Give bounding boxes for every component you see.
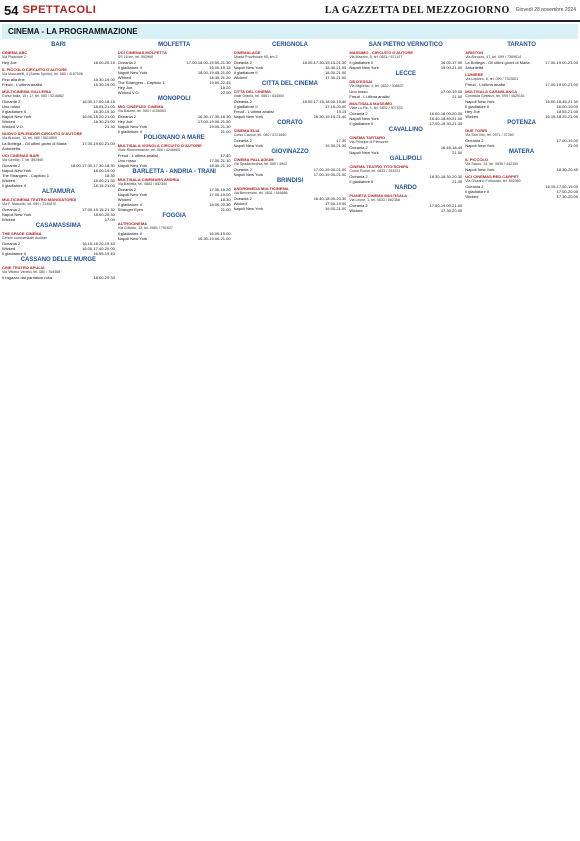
film-title: Napoli New York — [117, 192, 148, 197]
film-title: Napoli New York — [2, 114, 32, 119]
cinema-name: CINEMA ELIA — [233, 128, 260, 133]
film-title: Il gladiatore II — [233, 104, 258, 109]
showtimes: 19.00-21.30 — [209, 124, 231, 129]
showtimes: 18.00-17.30-19.15-21.30 — [302, 60, 347, 65]
showtimes: 16.15-17.00-19.00 — [545, 184, 578, 189]
film-title: Wicked — [2, 178, 16, 183]
cinema-address: SS 16 km, tel. 892960 — [117, 55, 154, 59]
showtimes: 18.00-19.00 — [93, 168, 115, 173]
showtimes: 16.00-19.15 — [209, 65, 231, 70]
film-row — [349, 150, 462, 155]
showtimes: 21.00 — [567, 143, 578, 148]
film-title: Uno rosso — [117, 158, 137, 163]
film-row — [2, 251, 115, 256]
film-title: La Bottega - Gli ultimi giorni di Maria Antonietta — [465, 60, 530, 70]
showtimes: 17.00-18.00-19.50-21.30 — [186, 60, 231, 65]
showtimes: 18.00-19.45-21.00 — [197, 70, 231, 75]
film-title: Wicked V.O. — [117, 90, 140, 95]
film-row — [234, 75, 347, 80]
cinema-address: Viale Lo Re, 1, tel. 0832 / 307433 — [349, 106, 403, 110]
showtimes: 19.50-22.45 — [209, 80, 231, 85]
showtimes: 16.30-19.15-21.40 — [313, 114, 347, 119]
showtimes: 18.00-20.30 — [93, 212, 115, 217]
section-title: SPETTACOLI — [22, 4, 97, 16]
showtimes: 17.00-19.00-21.00 — [313, 172, 347, 177]
showtimes: 16.40-18.40-21.00 — [429, 116, 463, 121]
city-heading: BARI — [51, 42, 66, 48]
showtimes: 18.40-21.05 — [325, 65, 347, 70]
showtimes: 18.30 — [220, 197, 231, 202]
cinema-address: Corso Italia, 15 / 17, tel. 080 / 5216882 — [2, 94, 64, 98]
film-title: Wicked — [233, 201, 247, 206]
showtimes: 17.00-19.00-21.00 — [313, 167, 347, 172]
cinema-name: CINE TEATRO APULIA — [2, 265, 45, 270]
film-title: Il gladiatore II — [117, 129, 142, 134]
film-row — [349, 179, 462, 184]
cinema-name: ALTROCINEMA — [117, 221, 148, 226]
cinema-address: Strada Provinciale 95, km 2 — [233, 55, 278, 59]
issue-date: Giovedì 28 novembre 2024 — [515, 7, 576, 13]
city-heading: MOLFETTA — [158, 42, 191, 48]
showtimes: 18.00-17.00-17.30-18.30 — [70, 163, 115, 168]
film-title: Oceania 2 — [349, 145, 368, 150]
film-title: Freud - L'ultima analisi — [349, 94, 390, 99]
city-heading: MATERA — [508, 149, 535, 155]
showtimes: 21.00 — [220, 129, 231, 134]
showtimes: 16.00-19.00 — [556, 104, 578, 109]
film-title: Oceania 2 — [2, 207, 21, 212]
film-title: Napoli New York — [349, 116, 379, 121]
programmazione-banner: CINEMA - LA PROGRAMMAZIONE — [2, 24, 578, 39]
film-title: The Strangers - Capitolo 1 — [117, 80, 165, 85]
cinema-name: CITTA DEL CINEMA — [233, 89, 271, 94]
film-title: Napoli New York — [2, 212, 32, 217]
cinema-address: Contrada Girifalco, tel. 099 / 4529161 — [465, 94, 525, 98]
film-title: Oceania 2 — [349, 174, 368, 179]
city-heading: BARLETTA - ANDRIA - TRANI — [132, 169, 216, 175]
showtimes: 16.30-19.30 — [93, 109, 115, 114]
city-heading: FOGGIA — [162, 213, 187, 219]
showtimes: 19.15 — [336, 109, 347, 114]
showtimes: 19.00-21.00 — [325, 206, 347, 211]
film-title: Napoli New York — [233, 114, 263, 119]
showtimes: 17.00-19.30-21.30 — [429, 121, 463, 126]
cinema-name: UCI CINEMAS MOLFETTA — [117, 50, 167, 55]
showtimes: 17.00-19.00-21.00 — [545, 60, 578, 65]
showtimes: 16.30-18.30-20.30 — [429, 174, 463, 179]
cinema-address: Viale Rimembranze, tel. 080 / 4248683 — [117, 148, 180, 152]
film-title: Il gladiatore II — [233, 70, 258, 75]
film-title: Stranger Eyes — [117, 207, 144, 212]
cinema-name: CINEMA TARTARO — [349, 135, 386, 140]
showtimes: 16.45-18.40 — [440, 145, 463, 150]
film-title: Wicked — [465, 114, 479, 119]
newspaper-name: LA GAZZETTA DEL MEZZOGIORNO — [324, 4, 510, 16]
cinema-name: MASSIMO - CIRCUITO D'AUTORE — [349, 50, 414, 55]
film-row — [118, 163, 231, 168]
cinema-name: MULTISALA MASSIMO — [349, 101, 393, 106]
showtimes: 18.30-21.10 — [209, 163, 231, 168]
header-right — [325, 5, 576, 16]
showtimes: 17.00-21.10 — [209, 158, 231, 163]
city-heading: CERIGNOLA — [271, 42, 308, 48]
film-row — [2, 124, 115, 129]
showtimes: 16.00-17.00-18.15 — [82, 99, 115, 104]
city-heading: LECCE — [395, 71, 416, 77]
film-title: Wicked V.O. — [2, 124, 24, 129]
film-title: Oceania 2 — [349, 111, 368, 116]
film-title: Napoli New York — [2, 168, 32, 173]
cinema-address: Via Lecce, 1, tel. 0833 / 562368 — [349, 198, 400, 202]
showtimes: 16.00-17.40-20.00 — [82, 246, 115, 251]
film-title: The Strangers - Capitolo 1 — [2, 173, 49, 178]
film-title: Hey Joe — [117, 85, 133, 90]
film-title: Uno rosso — [2, 104, 21, 109]
film-title: Napoli New York — [233, 143, 263, 148]
film-title: Hey Joe — [465, 109, 480, 114]
showtimes: 16.00-21.30 — [93, 178, 115, 183]
showtimes: 18.30 — [104, 173, 115, 178]
film-row — [2, 82, 115, 87]
film-row — [465, 143, 578, 148]
film-title: Il gladiatore II — [117, 202, 142, 207]
film-title: Uno rosso — [349, 89, 368, 94]
film-title: Freud - L'ultima analisi — [2, 82, 43, 87]
film-title: Hey Joe — [117, 119, 133, 124]
city-heading: POLIGNANO A MARE — [143, 135, 205, 141]
film-title: Oceania 2 — [233, 99, 252, 104]
cinema-name: MIO CINEPLEX CINEMA — [117, 104, 164, 109]
showtimes: 18.00-20.30 — [93, 275, 115, 280]
cinema-address: Via Miglietta, 4, tel. 0832 / 308837 — [349, 84, 404, 88]
film-title: Il gladiatore II — [2, 109, 27, 114]
showtimes: 16.00-18.00-20.00 — [429, 111, 463, 116]
cinema-address: Via Moscatelli, 4 (Santo Spirito), tel. 080 / 4157008 — [2, 72, 83, 76]
showtimes: 21.30 — [104, 124, 115, 129]
showtimes: 17.30-19.20 — [209, 187, 231, 192]
film-title: Il gladiatore II — [349, 60, 374, 65]
cinema-name: CINEMALAGE — [233, 50, 261, 55]
film-title: Napoli New York — [117, 163, 148, 168]
columns-container — [0, 41, 580, 841]
cinema-name: DB D'ESSAI — [349, 79, 373, 84]
film-title: Napoli New York — [117, 236, 148, 241]
film-title: Napoli New York — [233, 172, 263, 177]
showtimes: 16.40-18.00-20.30 — [313, 196, 347, 201]
showtimes: 16.15-18.25-21.00 — [545, 114, 578, 119]
cinema-name: MULTISALA CINEMARS ANDRIA — [117, 177, 180, 182]
film-title: Oceania 2 — [233, 60, 252, 65]
film-row — [118, 129, 231, 134]
cinema-address: Via Lopizzo, 6, tel. 099 / 7323821 — [465, 77, 519, 81]
film-title: La Bottega - Gli ultimi giorni di Maria Antonietta — [2, 141, 67, 151]
showtimes: 18.00-20.30 — [209, 202, 231, 207]
cinema-address: Via Giustino Fortunato, tel. 892960 — [465, 179, 521, 183]
city-heading: CAVALLINO — [388, 127, 423, 133]
column-5 — [465, 41, 578, 841]
page-number: 54 — [4, 2, 19, 18]
film-title: Napoli New York — [465, 99, 495, 104]
showtimes: 18.30-21.20 — [209, 75, 231, 80]
city-heading: TARANTO — [507, 42, 536, 48]
showtimes: 17.30-20.00 — [556, 194, 578, 199]
cinema-name: UCI CINEMAS BARI — [2, 153, 40, 158]
film-title: Oceania 2 — [465, 184, 484, 189]
cinema-address: Via San Vito, tel. 0971 / 37260 — [465, 133, 514, 137]
film-row — [234, 114, 347, 119]
showtimes: 18.15-21.00 — [93, 183, 115, 188]
showtimes: 18.20 — [220, 85, 231, 90]
film-title: Napoli New York — [117, 124, 148, 129]
film-row — [2, 217, 115, 222]
showtimes: 16.30-19.00 — [93, 77, 115, 82]
showtimes: 16.30-17.30-18.30 — [197, 114, 231, 119]
film-title: Oceania 2 — [233, 196, 252, 201]
film-row — [118, 236, 231, 241]
showtimes: 16.00-18.45-21.30 — [545, 99, 578, 104]
showtimes: 17.40 — [220, 153, 231, 158]
showtimes: 17.00-19.00 — [209, 192, 231, 197]
showtimes: 17.30-20.00 — [440, 208, 463, 213]
column-3 — [234, 41, 347, 841]
cinema-name: MULTICINEMA TEATRO MANGIATORDI — [2, 197, 77, 202]
cinema-address: Corso Cavour, tel. 080 / 8721640 — [233, 133, 287, 137]
film-row — [465, 194, 578, 199]
film-title: Wicked — [117, 197, 131, 202]
film-title: Oceania 2 — [117, 187, 137, 192]
city-heading: CASSANO DELLE MURGE — [20, 257, 97, 263]
film-title: Il gladiatore II — [2, 183, 27, 188]
cinema-name: CINEMA PALLADIUM — [233, 157, 274, 162]
cinema-address: Via Sacco, 14, tel. 0835 / 442150 — [465, 162, 519, 166]
showtimes: 16.00-18.20-21.00 — [82, 114, 115, 119]
film-row — [2, 141, 115, 151]
showtimes: 21.00 — [220, 207, 231, 212]
showtimes: 17.00-19.00-21.00 — [545, 82, 578, 87]
cinema-address: Via Spadavecchia, tel. 080 / 3942 — [233, 162, 288, 166]
film-title: Il gladiatore II — [2, 251, 27, 256]
showtimes: 17.00-19.00-21.00 — [82, 141, 115, 146]
cinema-name: MULTISALA VIGNOLA CIRCUITO D'AUTORE — [117, 143, 202, 148]
city-heading: NARDO — [394, 185, 417, 191]
showtimes: 16.00-17.15-18.00-19.40 — [302, 99, 347, 104]
city-heading: GIOVINAZZO — [271, 149, 309, 155]
film-title: Napoli New York — [349, 65, 379, 70]
cinema-name: IL PICCOLO CIRCUITO D'AUTORE — [2, 67, 67, 72]
film-title: Il gladiatore II — [117, 231, 142, 236]
showtimes: 17.00-19.00-21.00 — [429, 203, 463, 208]
showtimes: 19.30-21.30 — [325, 143, 347, 148]
column-1 — [2, 41, 115, 841]
film-title: Oceania 2 — [2, 241, 21, 246]
showtimes: 17.00 — [104, 217, 115, 222]
city-heading: POTENZA — [507, 120, 536, 126]
film-title: Wicked — [233, 75, 247, 80]
film-row — [234, 143, 347, 148]
film-row — [2, 60, 115, 65]
cinema-address: Via Vittorio Veneto, tel. 080 / 764468 — [2, 270, 61, 274]
film-row — [118, 90, 231, 95]
showtimes: 18.00-20.15 — [93, 60, 115, 65]
film-row — [118, 207, 231, 212]
film-row — [465, 82, 578, 87]
showtimes: 21.00 — [452, 179, 463, 184]
showtimes: 16.15-18.20-19.40 — [82, 241, 115, 246]
cinema-name: PIANETA CINEMA MULTISALA — [349, 193, 408, 198]
showtimes: 19.00-21.00 — [440, 65, 463, 70]
showtimes: 18.05-21.00 — [93, 104, 115, 109]
city-heading: BRINDISI — [276, 178, 304, 184]
film-row — [349, 208, 462, 213]
showtimes: 21.00 — [452, 94, 463, 99]
film-title: Wicked — [2, 217, 16, 222]
showtimes: 17.00-19.00-21.50 — [197, 119, 231, 124]
film-row — [349, 94, 462, 99]
film-title: Il ragazzo dai pantaloni rosa — [2, 275, 53, 280]
showtimes: 18.55-21.00 — [556, 109, 578, 114]
cinema-name: THE SPACE CINEMA — [2, 231, 42, 236]
cinema-address: Via Colletto, 12, tel. 0881 / 791637 — [117, 226, 173, 230]
showtimes: 16.00-17.00 — [440, 60, 463, 65]
showtimes: 16.30-19.00-21.00 — [197, 236, 231, 241]
film-title: Wicked — [2, 119, 16, 124]
film-title: Oceania 2 — [233, 167, 252, 172]
film-title: Napoli New York — [465, 143, 495, 148]
cinema-name: DUE TORRI — [465, 128, 488, 133]
film-row — [465, 167, 578, 172]
film-row — [2, 183, 115, 188]
film-row — [2, 275, 115, 280]
cinema-address: Via Buccari, 12, tel. 080 / 5619890 — [2, 136, 57, 140]
film-row — [349, 121, 462, 126]
city-heading: CORATO — [277, 120, 303, 126]
film-title: Napoli New York — [233, 65, 263, 70]
film-title: Freud - L'ultima analisi — [233, 109, 274, 114]
showtimes: 17.00-19.15-21.30 — [82, 207, 115, 212]
showtimes: 17.15-20.00 — [325, 104, 347, 109]
showtimes: 17.00-19.00 — [440, 89, 463, 94]
city-heading: ALTAMURA — [41, 189, 75, 195]
film-row — [465, 60, 578, 70]
column-2 — [118, 41, 231, 841]
film-title: Wicked — [349, 208, 363, 213]
cinema-name: NUOVO SPLENDOR CIRCUITO D'AUTORE — [2, 131, 83, 136]
film-title: Il gladiatore II — [465, 104, 490, 109]
column-4 — [349, 41, 462, 841]
cinema-address: Via Barletta, tel. 0883 / 552300 — [117, 182, 168, 186]
cinema-name: LUMIERE — [465, 72, 484, 77]
film-title: Il gladiatore II — [349, 121, 374, 126]
showtimes: 16.55-19.40 — [93, 251, 115, 256]
cinema-name: IL PICCOLO — [465, 157, 489, 162]
film-title: Napoli New York — [465, 167, 495, 172]
cinema-name: ARISTON — [465, 50, 484, 55]
cinema-address: Via Baione, tel. 080 / 4106063 — [117, 109, 166, 113]
cinema-address: Via F. Marcello, tel. 080 / 3140870 — [2, 202, 57, 206]
film-title: Freud - L'ultima analisi — [117, 153, 158, 158]
cinema-name: UCI CINEMAS RED CARPET — [465, 174, 519, 179]
film-title: Oceania 2 — [349, 203, 368, 208]
showtimes: 18.00-21.00 — [325, 70, 347, 75]
cinema-address: Corso Roma, tel. 0833 / 263231 — [349, 169, 401, 173]
film-title: Oceania 2 — [117, 114, 137, 119]
cinema-address: Via Principe di Piemonte — [349, 140, 389, 144]
cinema-name: ANDROMEDA MULTICINEMA — [233, 186, 289, 191]
film-title: Il gladiatore II — [349, 179, 374, 184]
film-row — [234, 172, 347, 177]
film-title: Wicked — [2, 246, 16, 251]
film-title: Hey Joe — [2, 60, 17, 65]
city-heading: SAN PIETRO VERNOTICO — [368, 42, 443, 48]
cinema-name: MULTISALA CASARLANCA — [465, 89, 518, 94]
film-title: Freud - L'ultima analisi — [465, 82, 506, 87]
cinema-address: Via Abruzzo, 47, tel. 099 / 7369614 — [465, 55, 522, 59]
showtimes: 18.30-20.45 — [556, 167, 578, 172]
film-title: Il gladiatore II — [117, 65, 142, 70]
film-row — [349, 65, 462, 70]
city-heading: MONOPOLI — [157, 96, 191, 102]
film-title: Oceania 2 — [2, 163, 21, 168]
film-title: Fino alla fine — [2, 77, 25, 82]
film-title: Oceania 2 — [117, 60, 137, 65]
film-row — [465, 114, 578, 119]
showtimes: 17.00-19.50 — [325, 201, 347, 206]
showtimes: 16.00-19.00 — [209, 231, 231, 236]
film-title: Napoli New York — [117, 70, 148, 75]
cinema-address: Centro commerciale Auchan — [2, 236, 48, 240]
cinema-name: CINEMA TEATRO TITO SCHIPA — [349, 164, 409, 169]
cinema-name: CINEMA ABC — [2, 50, 28, 55]
film-title: Napoli New York — [233, 206, 263, 211]
cinema-name: MULTICINEMA GALLERIA — [2, 89, 52, 94]
showtimes: 17.30 — [336, 138, 347, 143]
city-heading: CITTA DEL CINEMA — [262, 81, 318, 87]
header-left — [4, 3, 96, 18]
showtimes: 17.00-19.00 — [556, 138, 578, 143]
film-title: Oceania 2 — [233, 138, 252, 143]
showtimes: 17.30-21.00 — [325, 75, 347, 80]
film-title: Il gladiatore II — [465, 189, 490, 194]
city-heading: CASAMASSIMA — [35, 223, 82, 229]
cinema-address: Viale Ofanto, tel. 0881 / 634500 — [233, 94, 285, 98]
showtimes: 16.30-21.00 — [93, 119, 115, 124]
film-title: Napoli New York — [349, 150, 379, 155]
cinema-address: Via Benvenuto, tel. 0831 / 546686 — [233, 191, 288, 195]
film-title: Wicked — [465, 194, 479, 199]
cinema-address: Via Pisacane 2 — [2, 55, 26, 59]
cinema-address: Via Gentile, 7, tel. 892960 — [2, 158, 44, 162]
film-title: Oceania 2 — [2, 99, 21, 104]
page-header — [0, 0, 580, 22]
city-heading: GALLIPOLI — [389, 156, 422, 162]
film-title: Wicked — [117, 75, 131, 80]
showtimes: 22.00 — [220, 90, 231, 95]
showtimes: 16.30-19.00 — [93, 82, 115, 87]
cinema-address: Via Mazzini, 8, tel. 0831 / 671107 — [349, 55, 403, 59]
showtimes: 17.00-20.00 — [556, 189, 578, 194]
film-row — [234, 206, 347, 211]
film-title: Oceania 2 — [465, 138, 484, 143]
showtimes: 21.00 — [452, 150, 463, 155]
